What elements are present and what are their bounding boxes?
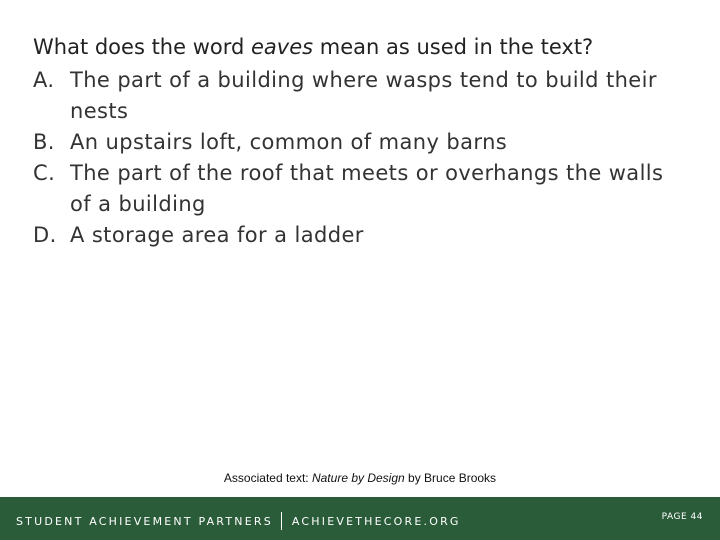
question-heading	[33, 33, 593, 61]
answer-option-c	[33, 158, 673, 220]
option-text: An upstairs loft, common of many barns	[70, 130, 508, 154]
option-letter: C.	[33, 161, 56, 185]
option-text: A storage area for a ladder	[70, 223, 364, 247]
question-prefix: What does the word	[33, 35, 251, 59]
answer-option-d	[33, 220, 673, 251]
associated-label: Associated text:	[223, 471, 312, 485]
option-letter: D.	[33, 223, 57, 247]
option-letter: A.	[33, 68, 55, 92]
footer-divider	[281, 512, 282, 530]
option-text: The part of a building where wasps tend to build their nests	[70, 68, 657, 123]
associated-text-note	[0, 471, 720, 485]
answer-option-b	[33, 127, 673, 158]
footer-website: ACHIEVETHECORE.ORG	[291, 514, 461, 528]
associated-author: by Bruce Brooks	[404, 471, 497, 485]
question-keyword: eaves	[251, 35, 314, 59]
associated-title: Nature by Design	[311, 471, 405, 485]
page-number: PAGE 44	[661, 512, 703, 522]
answer-option-a	[33, 65, 673, 127]
footer-bar	[0, 497, 720, 540]
footer-brand	[16, 512, 461, 530]
option-text: The part of the roof that meets or overhangs the walls of a building	[70, 161, 664, 216]
answer-options	[33, 65, 673, 251]
option-letter: B.	[33, 130, 55, 154]
footer-org-name: STUDENT ACHIEVEMENT PARTNERS	[16, 514, 273, 528]
question-suffix: mean as used in the text?	[313, 35, 594, 59]
